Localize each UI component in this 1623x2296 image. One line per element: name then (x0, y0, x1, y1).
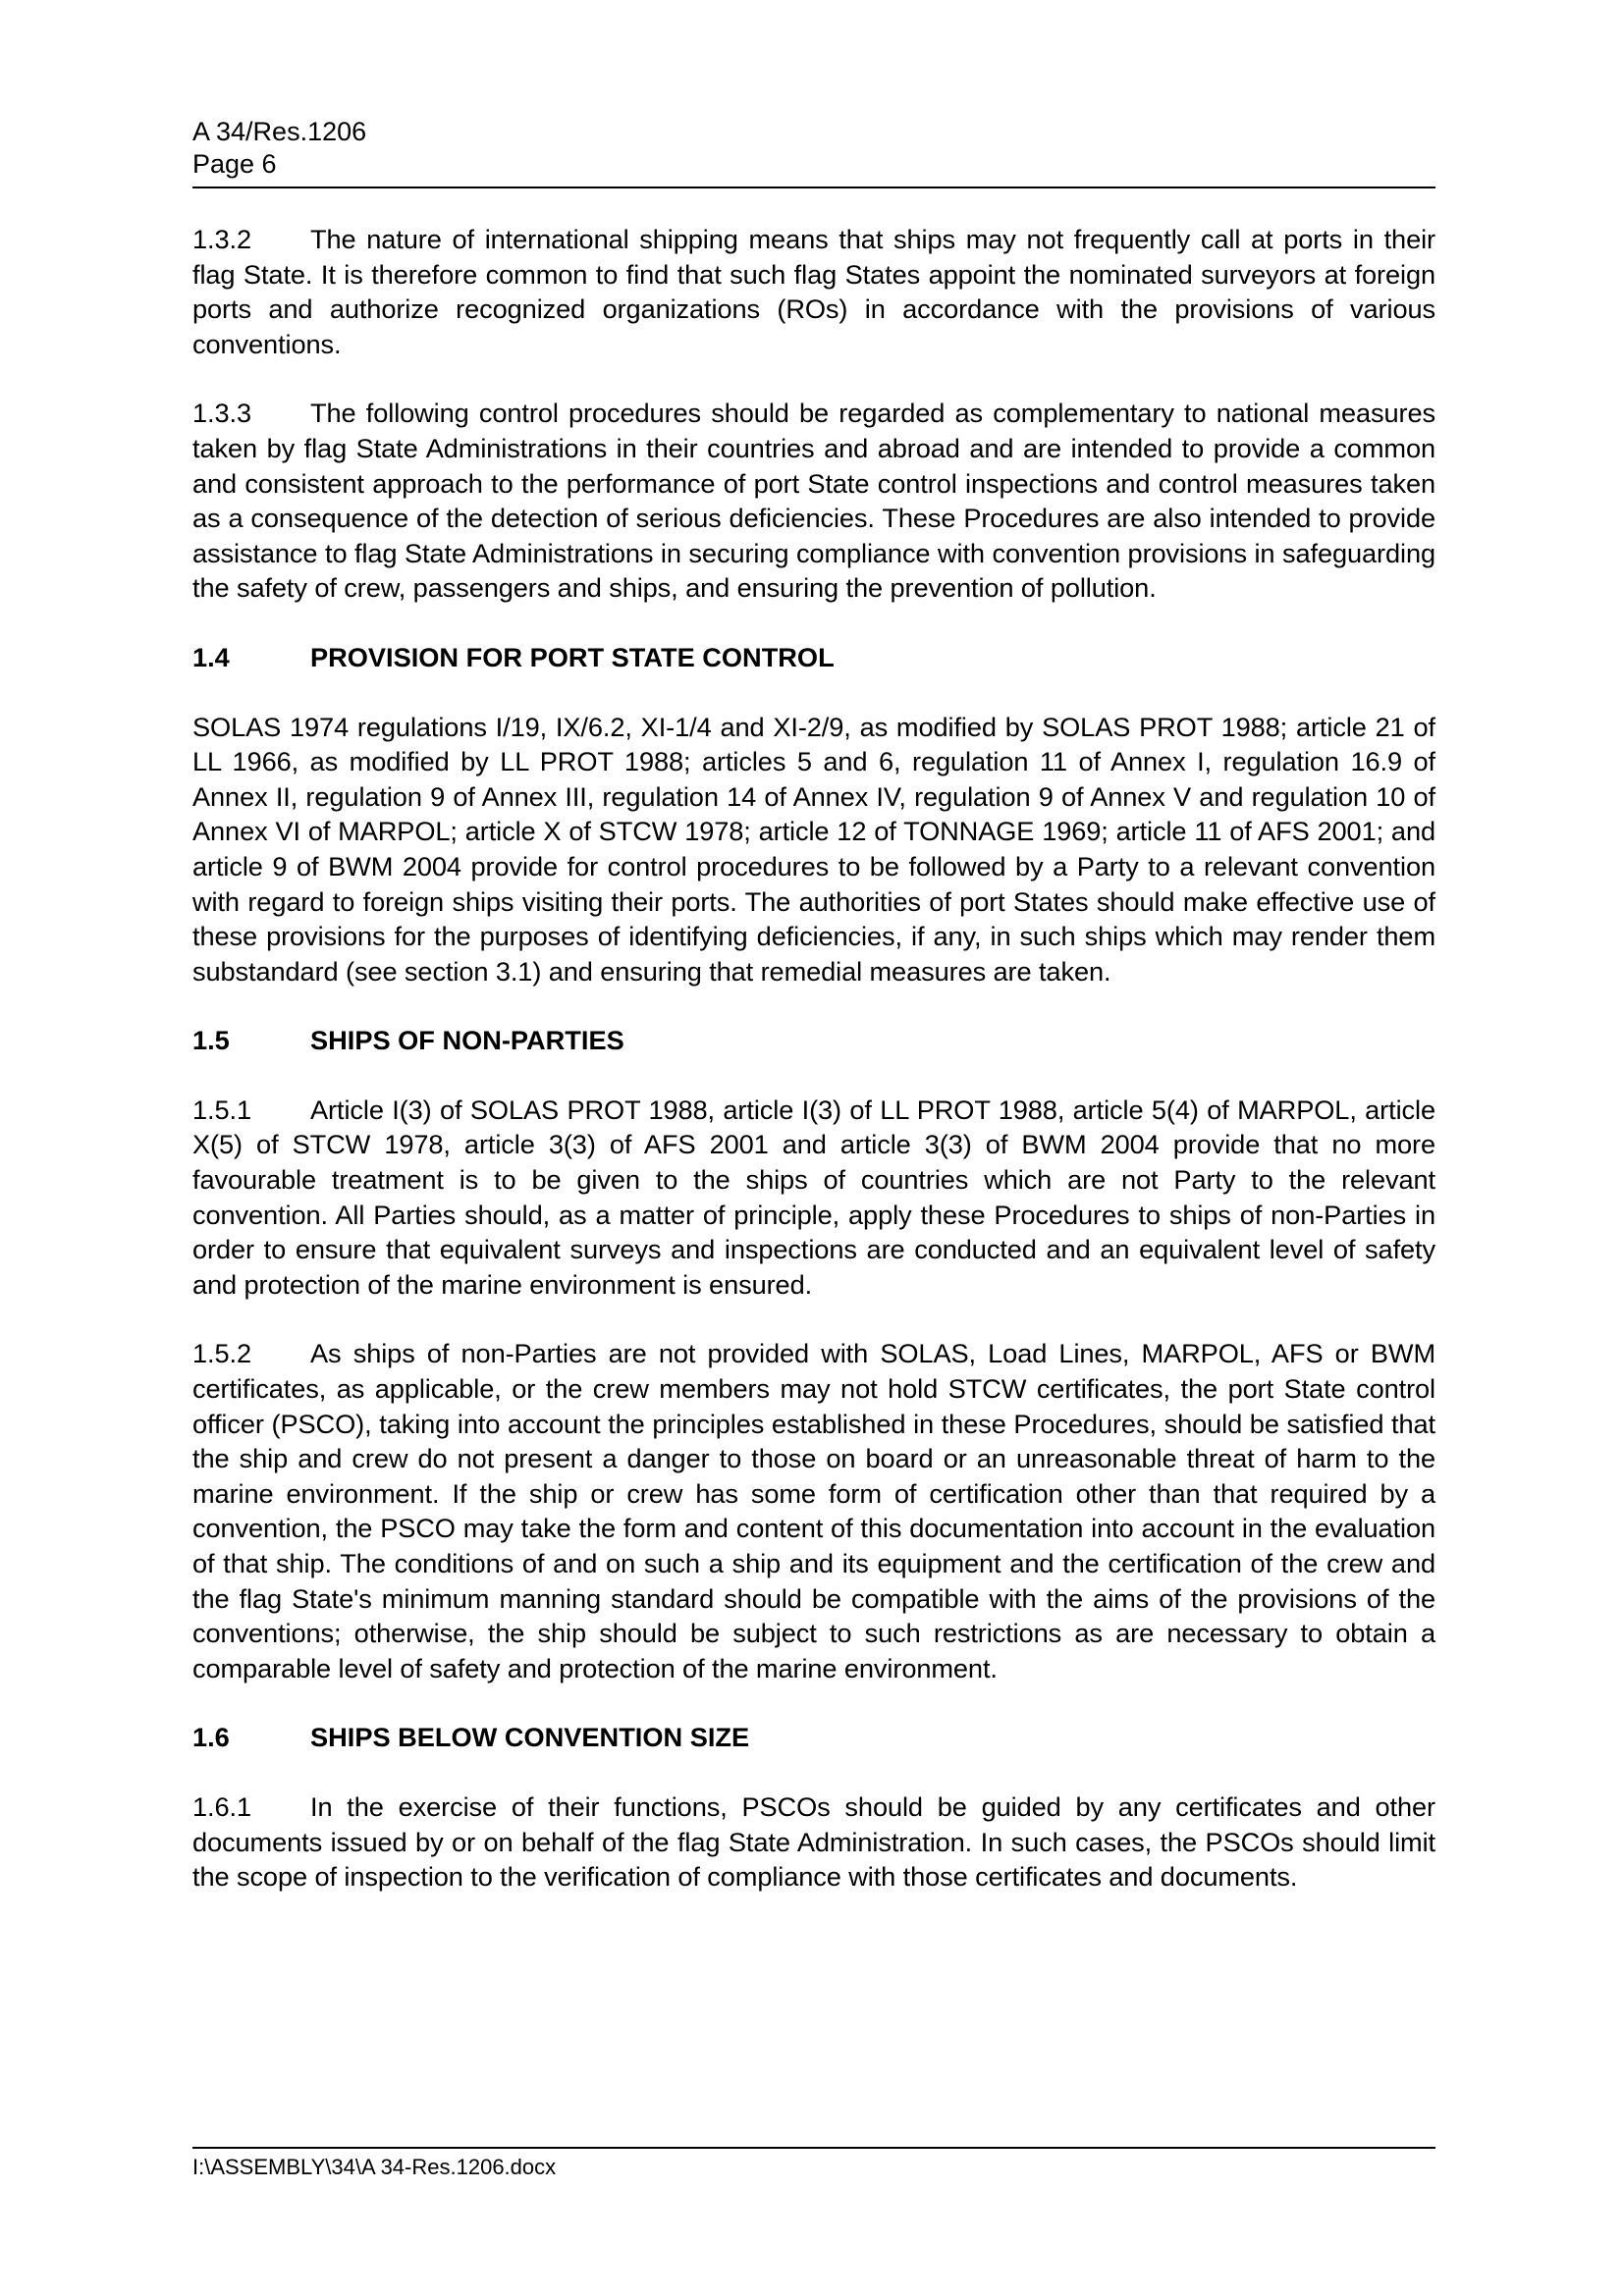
section-title: PROVISION FOR PORT STATE CONTROL (310, 641, 835, 672)
header-divider (192, 187, 1435, 188)
section-heading-1-6 (192, 1720, 1435, 1755)
document-body (192, 222, 1435, 1929)
section-number: 1.5 (192, 1025, 230, 1056)
paragraph-1-6-1 (192, 1789, 1435, 1895)
paragraph-1-3-3 (192, 396, 1435, 606)
section-number: 1.6 (192, 1722, 230, 1753)
paragraph-number: 1.5.2 (192, 1338, 251, 1369)
paragraph-1-4 (192, 710, 1435, 989)
section-title: SHIPS BELOW CONVENTION SIZE (310, 1722, 750, 1753)
paragraph-number: 1.3.2 (192, 224, 251, 254)
paragraph-text: The nature of international shipping means that ships may not frequently call at ports in their flag State. It is therefore common to find that such flag States appoint the nominated surveyors at foreign ports and authorize recognized organizations (ROs) in accordance with the provisions of various conventions. (192, 224, 1435, 359)
paragraph-1-3-2 (192, 222, 1435, 361)
paragraph-1-5-2 (192, 1336, 1435, 1685)
paragraph-text: SOLAS 1974 regulations I/19, IX/6.2, XI-1/4 and XI-2/9, as modified by SOLAS PROT 1988; article 21 of LL 1966, as modified by LL PROT 1988; articles 5 and 6, regulation 11 of Annex I, regulation 16.9 of Annex II, regulation 9 of Annex III, regulation 14 of Annex IV, regulation 9 of Annex V and regulation 10 of Annex VI of MARPOL; article X of STCW 1978; article 12 of TONNAGE 1969; article 11 of AFS 2001; and article 9 of BWM 2004 provide for control procedures to be followed by a Party to a relevant convention with regard to foreign ships visiting their ports. The authorities of port States should make effective use of these provisions for the purposes of identifying deficiencies, if any, in such ships which may render them substandard (see section 3.1) and ensuring that remedial measures are taken. (192, 711, 1435, 987)
paragraph-text: The following control procedures should be regarded as complementary to national measures taken by flag State Administrations in their countries and abroad and are intended to provide a common and consistent approach to the performance of port State control inspections and control measures taken as a consequence of the detection of serious deficiencies. These Procedures are also intended to provide assistance to flag State Administrations in securing compliance with convention provisions in safeguarding the safety of crew, passengers and ships, and ensuring the prevention of pollution. (192, 398, 1435, 604)
section-heading-1-5 (192, 1023, 1435, 1058)
paragraph-text: Article I(3) of SOLAS PROT 1988, article I(3) of LL PROT 1988, article 5(4) of MARPOL, article X(5) of STCW 1978, article 3(3) of AFS 2001 and article 3(3) of BWM 2004 provide that no more favourable treatment is to be given to the ships of countries which are not Party to the relevant convention. All Parties should, as a matter of principle, apply these Procedures to ships of non-Parties in order to ensure that equivalent surveys and inspections are conducted and an equivalent level of safety and protection of the marine environment is ensured. (192, 1094, 1435, 1300)
footer-file-path: I:\ASSEMBLY\34\A 34-Res.1206.docx (192, 2155, 557, 2179)
section-title: SHIPS OF NON-PARTIES (310, 1025, 624, 1056)
footer-divider (192, 2147, 1435, 2149)
section-heading-1-4 (192, 640, 1435, 675)
page-number: Page 6 (192, 149, 277, 179)
paragraph-text: As ships of non-Parties are not provided with SOLAS, Load Lines, MARPOL, AFS or BWM certificates, as applicable, or the crew members may not hold STCW certificates, the port State control officer (PSCO), taking into account the principles established in these Procedures, should be satisfied that the ship and crew do not present a danger to those on board or an unreasonable threat of harm to the marine environment. If the ship or crew has some form of certification other than that required by a convention, the PSCO may take the form and content of this documentation into account in the evaluation of that ship. The conditions of and on such a ship and its equipment and the certification of the crew and the flag State's minimum manning standard should be compatible with the aims of the provisions of the conventions; otherwise, the ship should be subject to such restrictions as are necessary to obtain a comparable level of safety and protection of the marine environment. (192, 1338, 1435, 1683)
document-page (192, 0, 1435, 2296)
document-reference: A 34/Res.1206 (192, 117, 367, 146)
paragraph-number: 1.3.3 (192, 398, 251, 429)
paragraph-number: 1.6.1 (192, 1790, 251, 1822)
page-header (192, 116, 1435, 181)
paragraph-text: In the exercise of their functions, PSCOs should be guided by any certificates and other documents issued by or on behalf of the flag State Administration. In such cases, the PSCOs should limit the scope of inspection to the verification of compliance with those certificates and documents. (192, 1790, 1435, 1893)
paragraph-number: 1.5.1 (192, 1094, 251, 1125)
section-number: 1.4 (192, 641, 230, 672)
paragraph-1-5-1 (192, 1093, 1435, 1303)
